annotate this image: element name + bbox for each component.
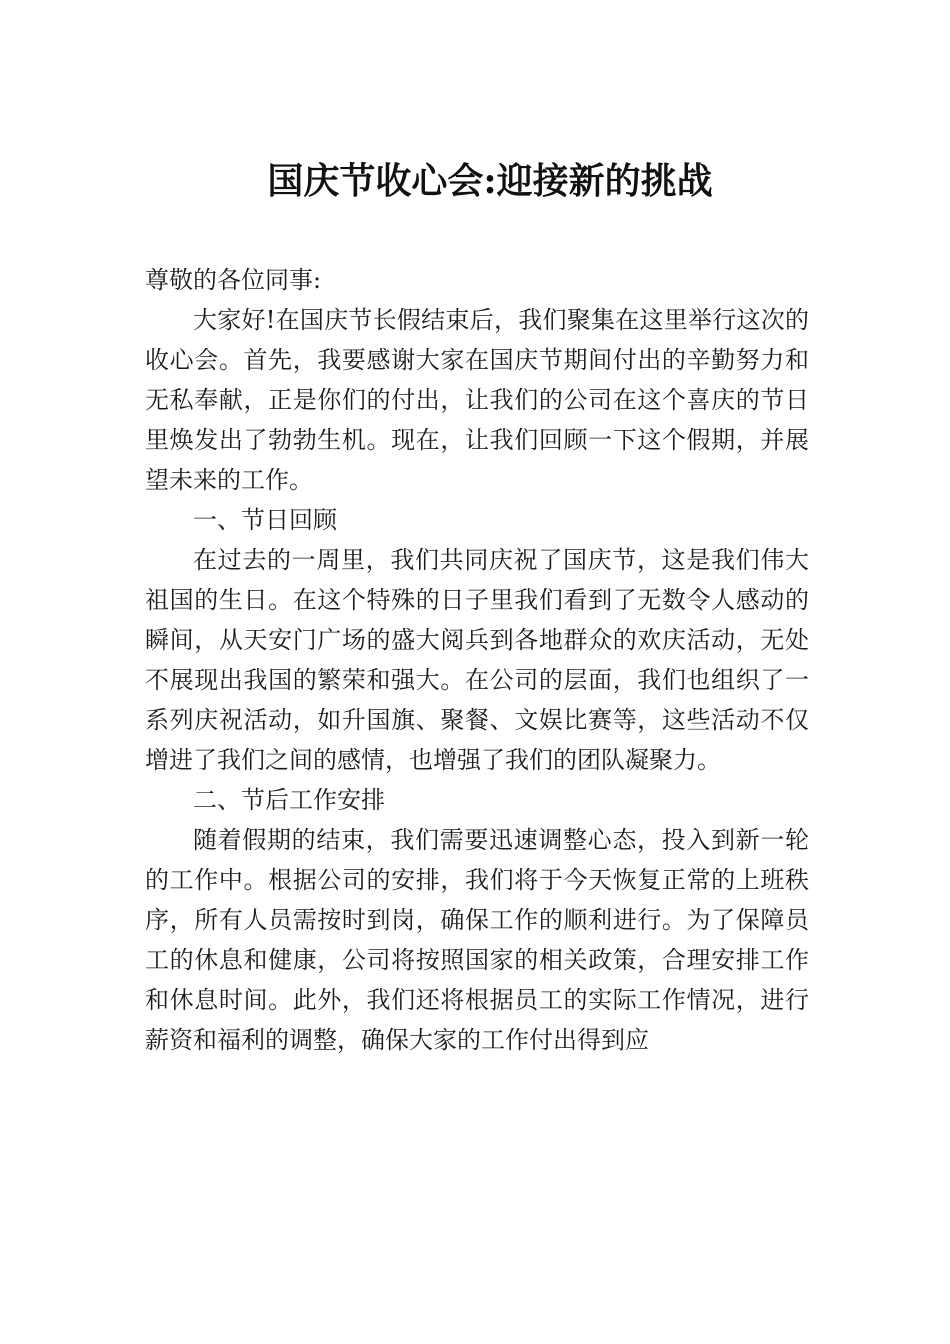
paragraph-review: 在过去的一周里，我们共同庆祝了国庆节，这是我们伟大祖国的生日。在这个特殊的日子里我们看到了无数令人感动的瞬间，从天安门广场的盛大阅兵到各地群众的欢庆活动，无处不展现出我国的繁荣和强大。在公司的层面，我们也组织了一系列庆祝活动，如升国旗、聚餐、文娱比赛等，这些活动不仅增进了我们之间的感情，也增强了我们的团队凝聚力。 <box>145 546 809 774</box>
salutation: 尊敬的各位同事: <box>145 266 322 294</box>
paragraph-arrangement: 随着假期的结束，我们需要迅速调整心态，投入到新一轮的工作中。根据公司的安排，我们将于今天恢复正常的上班秩序，所有人员需按时到岗，确保工作的顺利进行。为了保障员工的休息和健康，公司将按照国家的相关政策，合理安排工作和休息时间。此外，我们还将根据员工的实际工作情况，进行薪资和福利的调整，确保大家的工作付出得到应 <box>145 826 809 1054</box>
document-body <box>145 260 809 1060</box>
section-heading-review: 一、节日回顾 <box>193 506 337 534</box>
document-title: 国庆节收心会:迎接新的挑战 <box>267 160 713 202</box>
section-heading-arrangement: 二、节后工作安排 <box>193 786 385 814</box>
paragraph-intro: 大家好!在国庆节长假结束后，我们聚集在这里举行这次的收心会。首先，我要感谢大家在国庆节期间付出的辛勤努力和无私奉献，正是你们的付出，让我们的公司在这个喜庆的节日里焕发出了勃勃生机。现在，让我们回顾一下这个假期，并展望未来的工作。 <box>145 306 809 494</box>
